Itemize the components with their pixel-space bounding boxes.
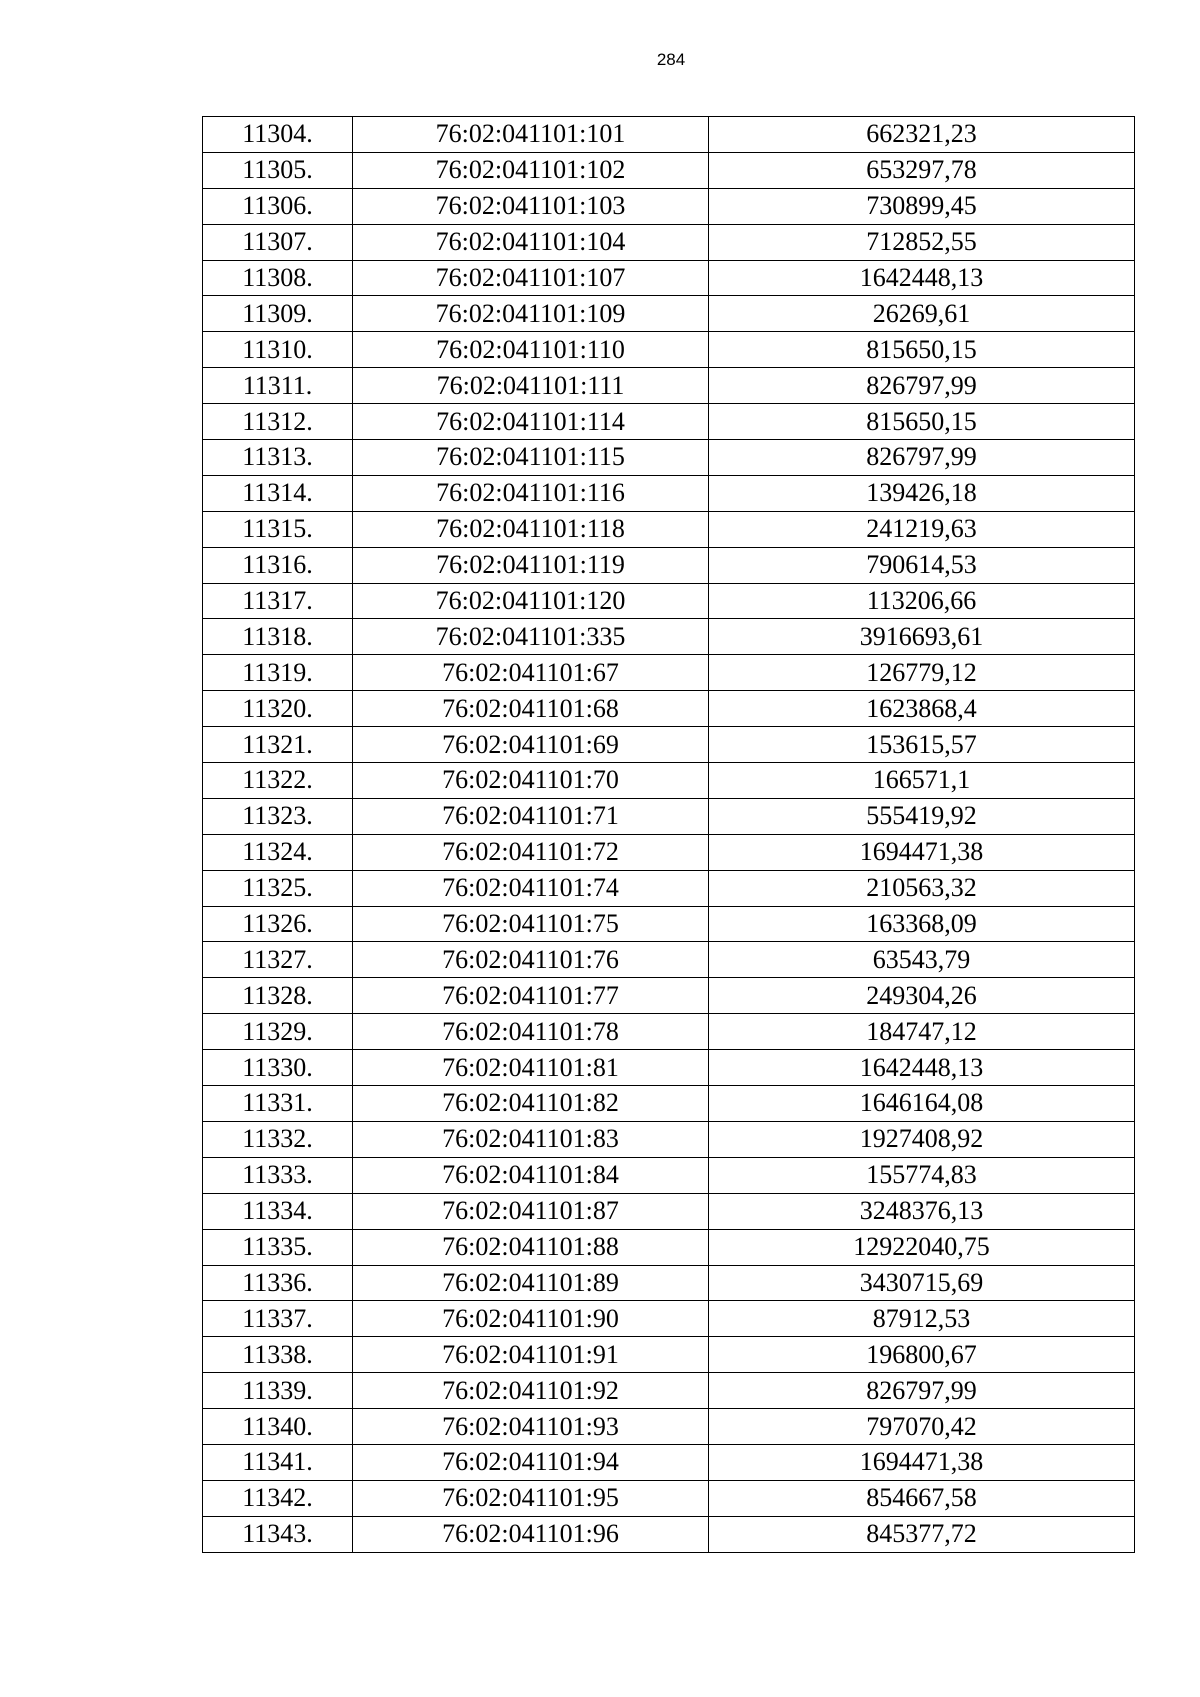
cadastral-number-cell: 76:02:041101:103 (353, 188, 709, 224)
table-row (203, 117, 1135, 153)
cadastral-value-cell: 163368,09 (709, 906, 1135, 942)
cadastral-value-cell: 139426,18 (709, 475, 1135, 511)
row-number-cell: 11306. (203, 188, 353, 224)
table-row (203, 152, 1135, 188)
cadastral-number-cell: 76:02:041101:82 (353, 1086, 709, 1122)
table-row (203, 763, 1135, 799)
cadastral-value-cell: 196800,67 (709, 1337, 1135, 1373)
row-number-cell: 11340. (203, 1409, 353, 1445)
row-number-cell: 11322. (203, 763, 353, 799)
cadastral-value-cell: 826797,99 (709, 1373, 1135, 1409)
cadastral-number-cell: 76:02:041101:76 (353, 942, 709, 978)
table-row (203, 1265, 1135, 1301)
cadastral-value-cell: 3248376,13 (709, 1193, 1135, 1229)
cadastral-number-cell: 76:02:041101:90 (353, 1301, 709, 1337)
table-row (203, 1480, 1135, 1516)
row-number-cell: 11323. (203, 798, 353, 834)
row-number-cell: 11330. (203, 1050, 353, 1086)
cadastral-number-cell: 76:02:041101:119 (353, 547, 709, 583)
table-row (203, 547, 1135, 583)
cadastral-number-cell: 76:02:041101:96 (353, 1516, 709, 1552)
table-row (203, 691, 1135, 727)
cadastral-number-cell: 76:02:041101:118 (353, 511, 709, 547)
cadastral-value-cell: 249304,26 (709, 978, 1135, 1014)
cadastral-value-cell: 166571,1 (709, 763, 1135, 799)
cadastral-value-cell: 790614,53 (709, 547, 1135, 583)
table-row (203, 1050, 1135, 1086)
table-row (203, 834, 1135, 870)
cadastral-value-cell: 155774,83 (709, 1157, 1135, 1193)
row-number-cell: 11338. (203, 1337, 353, 1373)
row-number-cell: 11342. (203, 1480, 353, 1516)
row-number-cell: 11324. (203, 834, 353, 870)
cadastral-number-cell: 76:02:041101:94 (353, 1444, 709, 1480)
cadastral-number-cell: 76:02:041101:114 (353, 404, 709, 440)
row-number-cell: 11316. (203, 547, 353, 583)
table-row (203, 1193, 1135, 1229)
cadastral-number-cell: 76:02:041101:110 (353, 332, 709, 368)
cadastral-value-cell: 3916693,61 (709, 619, 1135, 655)
row-number-cell: 11335. (203, 1229, 353, 1265)
table-row (203, 727, 1135, 763)
cadastral-number-cell: 76:02:041101:111 (353, 368, 709, 404)
cadastral-number-cell: 76:02:041101:93 (353, 1409, 709, 1445)
table-row (203, 1373, 1135, 1409)
cadastral-number-cell: 76:02:041101:102 (353, 152, 709, 188)
row-number-cell: 11332. (203, 1121, 353, 1157)
table-row (203, 1337, 1135, 1373)
row-number-cell: 11307. (203, 224, 353, 260)
row-number-cell: 11321. (203, 727, 353, 763)
row-number-cell: 11341. (203, 1444, 353, 1480)
cadastral-value-table (202, 116, 1135, 1553)
cadastral-number-cell: 76:02:041101:69 (353, 727, 709, 763)
cadastral-number-cell: 76:02:041101:81 (353, 1050, 709, 1086)
cadastral-value-cell: 1694471,38 (709, 1444, 1135, 1480)
row-number-cell: 11312. (203, 404, 353, 440)
row-number-cell: 11327. (203, 942, 353, 978)
row-number-cell: 11317. (203, 583, 353, 619)
page-number: 284 (656, 50, 686, 69)
cadastral-number-cell: 76:02:041101:115 (353, 440, 709, 476)
cadastral-value-cell: 210563,32 (709, 870, 1135, 906)
cadastral-number-cell: 76:02:041101:84 (353, 1157, 709, 1193)
cadastral-value-cell: 854667,58 (709, 1480, 1135, 1516)
row-number-cell: 11318. (203, 619, 353, 655)
row-number-cell: 11326. (203, 906, 353, 942)
row-number-cell: 11311. (203, 368, 353, 404)
cadastral-number-cell: 76:02:041101:67 (353, 655, 709, 691)
table-body (203, 117, 1135, 1553)
table-row (203, 188, 1135, 224)
cadastral-number-cell: 76:02:041101:77 (353, 978, 709, 1014)
row-number-cell: 11325. (203, 870, 353, 906)
cadastral-number-cell: 76:02:041101:107 (353, 260, 709, 296)
table-row (203, 368, 1135, 404)
row-number-cell: 11339. (203, 1373, 353, 1409)
row-number-cell: 11319. (203, 655, 353, 691)
cadastral-number-cell: 76:02:041101:109 (353, 296, 709, 332)
table-row (203, 332, 1135, 368)
cadastral-number-cell: 76:02:041101:95 (353, 1480, 709, 1516)
row-number-cell: 11315. (203, 511, 353, 547)
cadastral-value-cell: 3430715,69 (709, 1265, 1135, 1301)
table-row (203, 1157, 1135, 1193)
row-number-cell: 11334. (203, 1193, 353, 1229)
cadastral-value-cell: 1694471,38 (709, 834, 1135, 870)
cadastral-value-cell: 12922040,75 (709, 1229, 1135, 1265)
row-number-cell: 11305. (203, 152, 353, 188)
table-row (203, 1086, 1135, 1122)
cadastral-value-cell: 826797,99 (709, 440, 1135, 476)
table-row (203, 1444, 1135, 1480)
cadastral-number-cell: 76:02:041101:71 (353, 798, 709, 834)
table-row (203, 511, 1135, 547)
cadastral-value-cell: 87912,53 (709, 1301, 1135, 1337)
cadastral-value-cell: 1642448,13 (709, 260, 1135, 296)
row-number-cell: 11337. (203, 1301, 353, 1337)
cadastral-number-cell: 76:02:041101:75 (353, 906, 709, 942)
table-row (203, 583, 1135, 619)
cadastral-value-cell: 730899,45 (709, 188, 1135, 224)
cadastral-value-cell: 555419,92 (709, 798, 1135, 834)
table-row (203, 655, 1135, 691)
row-number-cell: 11331. (203, 1086, 353, 1122)
table-row (203, 870, 1135, 906)
cadastral-number-cell: 76:02:041101:91 (353, 1337, 709, 1373)
row-number-cell: 11333. (203, 1157, 353, 1193)
table-row (203, 1014, 1135, 1050)
table-row (203, 404, 1135, 440)
row-number-cell: 11310. (203, 332, 353, 368)
table-row (203, 942, 1135, 978)
cadastral-value-cell: 712852,55 (709, 224, 1135, 260)
table-row (203, 906, 1135, 942)
table-row (203, 296, 1135, 332)
cadastral-number-cell: 76:02:041101:335 (353, 619, 709, 655)
cadastral-value-cell: 126779,12 (709, 655, 1135, 691)
cadastral-number-cell: 76:02:041101:70 (353, 763, 709, 799)
row-number-cell: 11329. (203, 1014, 353, 1050)
table-row (203, 978, 1135, 1014)
cadastral-value-cell: 1623868,4 (709, 691, 1135, 727)
row-number-cell: 11336. (203, 1265, 353, 1301)
cadastral-number-cell: 76:02:041101:83 (353, 1121, 709, 1157)
row-number-cell: 11314. (203, 475, 353, 511)
table-row (203, 619, 1135, 655)
cadastral-value-cell: 826797,99 (709, 368, 1135, 404)
cadastral-value-cell: 153615,57 (709, 727, 1135, 763)
cadastral-number-cell: 76:02:041101:88 (353, 1229, 709, 1265)
cadastral-number-cell: 76:02:041101:116 (353, 475, 709, 511)
cadastral-number-cell: 76:02:041101:120 (353, 583, 709, 619)
table-row (203, 1229, 1135, 1265)
row-number-cell: 11320. (203, 691, 353, 727)
table-row (203, 475, 1135, 511)
cadastral-value-cell: 63543,79 (709, 942, 1135, 978)
cadastral-number-cell: 76:02:041101:74 (353, 870, 709, 906)
cadastral-number-cell: 76:02:041101:72 (353, 834, 709, 870)
row-number-cell: 11304. (203, 117, 353, 153)
cadastral-value-cell: 845377,72 (709, 1516, 1135, 1552)
cadastral-value-cell: 815650,15 (709, 404, 1135, 440)
cadastral-value-cell: 184747,12 (709, 1014, 1135, 1050)
table-row (203, 440, 1135, 476)
cadastral-value-cell: 113206,66 (709, 583, 1135, 619)
cadastral-value-cell: 26269,61 (709, 296, 1135, 332)
table-row (203, 1301, 1135, 1337)
table-row (203, 1121, 1135, 1157)
cadastral-number-cell: 76:02:041101:104 (353, 224, 709, 260)
cadastral-value-cell: 1646164,08 (709, 1086, 1135, 1122)
cadastral-value-cell: 797070,42 (709, 1409, 1135, 1445)
cadastral-value-cell: 1642448,13 (709, 1050, 1135, 1086)
cadastral-value-cell: 241219,63 (709, 511, 1135, 547)
cadastral-value-cell: 815650,15 (709, 332, 1135, 368)
cadastral-value-cell: 662321,23 (709, 117, 1135, 153)
table-row (203, 1409, 1135, 1445)
cadastral-value-cell: 653297,78 (709, 152, 1135, 188)
cadastral-value-cell: 1927408,92 (709, 1121, 1135, 1157)
cadastral-number-cell: 76:02:041101:78 (353, 1014, 709, 1050)
row-number-cell: 11313. (203, 440, 353, 476)
table-row (203, 798, 1135, 834)
table-row (203, 224, 1135, 260)
table-row (203, 260, 1135, 296)
table-row (203, 1516, 1135, 1552)
cadastral-number-cell: 76:02:041101:89 (353, 1265, 709, 1301)
cadastral-number-cell: 76:02:041101:101 (353, 117, 709, 153)
row-number-cell: 11343. (203, 1516, 353, 1552)
cadastral-number-cell: 76:02:041101:92 (353, 1373, 709, 1409)
cadastral-number-cell: 76:02:041101:87 (353, 1193, 709, 1229)
row-number-cell: 11308. (203, 260, 353, 296)
cadastral-number-cell: 76:02:041101:68 (353, 691, 709, 727)
row-number-cell: 11328. (203, 978, 353, 1014)
row-number-cell: 11309. (203, 296, 353, 332)
